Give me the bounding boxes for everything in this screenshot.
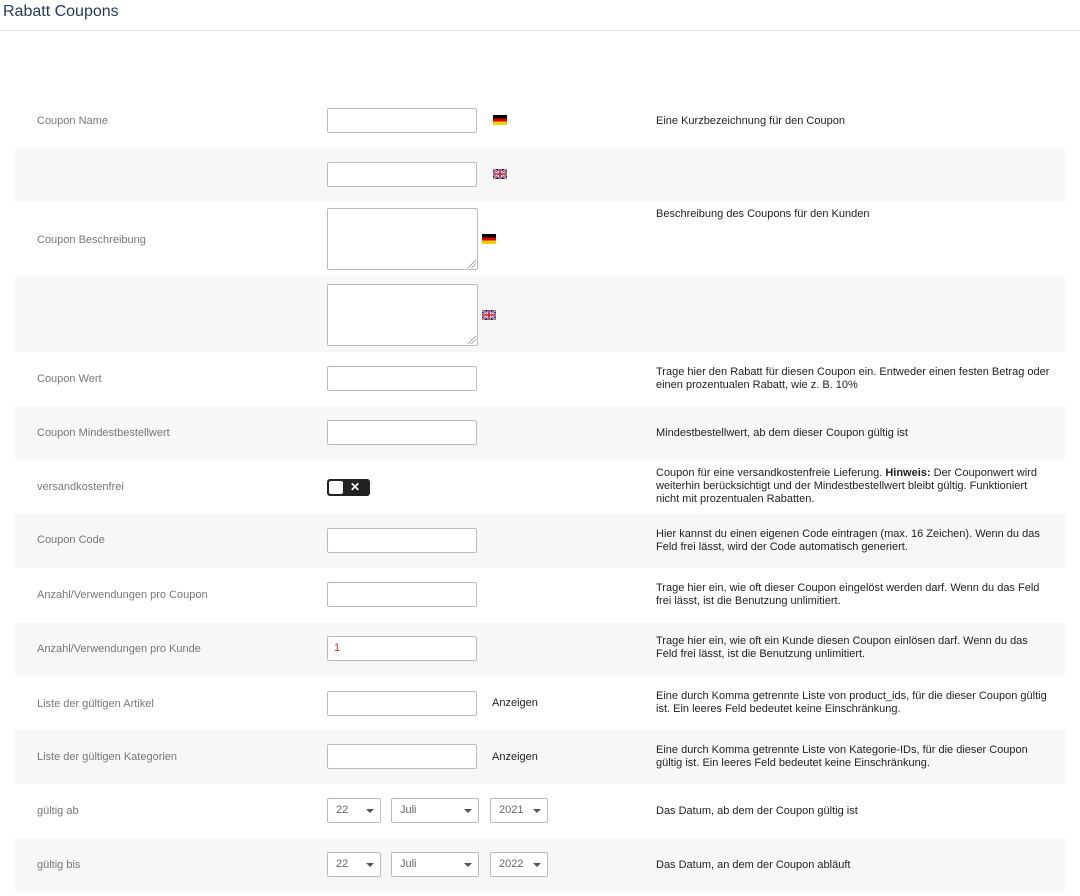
uses-per-customer-input[interactable]: 1 xyxy=(327,636,477,661)
valid-products-label: Liste der gültigen Artikel xyxy=(37,698,154,710)
valid-from-year-value: 2021 xyxy=(499,804,524,816)
resize-grip-icon[interactable] xyxy=(468,260,476,268)
resize-grip-icon[interactable] xyxy=(468,336,476,344)
row-free-shipping xyxy=(15,460,1065,514)
chevron-down-icon xyxy=(533,809,541,813)
free-shipping-label: versandkostenfrei xyxy=(37,481,124,493)
chevron-down-icon xyxy=(533,863,541,867)
chevron-down-icon xyxy=(366,809,374,813)
coupon-name-de-input[interactable] xyxy=(327,108,477,133)
row-coupon-name xyxy=(15,94,1065,148)
row-uses-per-customer xyxy=(15,623,1065,676)
uk-flag-icon xyxy=(482,310,496,320)
coupon-description-en-textarea[interactable] xyxy=(327,284,478,346)
germany-flag-icon xyxy=(493,115,507,125)
page-header xyxy=(0,0,1080,31)
free-shipping-toggle[interactable] xyxy=(327,479,370,496)
coupon-name-help: Eine Kurzbezeichnung für den Coupon xyxy=(656,115,845,127)
free-shipping-help-note: Hinweis: xyxy=(885,467,931,479)
coupon-form xyxy=(15,94,1065,892)
chevron-down-icon xyxy=(366,863,374,867)
valid-from-day-value: 22 xyxy=(336,804,349,816)
valid-categories-help: Eine durch Komma getrennte Liste von Kategorie-IDs, für die dieser Coupon gültig ist. Ein leeres Feld bedeutet keine Einschränkung. xyxy=(656,744,1028,769)
row-coupon-description-en xyxy=(15,277,1065,352)
min-order-help: Mindestbestellwert, ab dem dieser Coupon gültig ist xyxy=(656,427,908,439)
page-title: Rabatt Coupons xyxy=(3,3,119,20)
valid-until-day-select[interactable] xyxy=(327,852,381,877)
free-shipping-help xyxy=(656,467,1051,506)
valid-from-help: Das Datum, ab dem der Coupon gültig ist xyxy=(656,805,858,817)
row-coupon-description xyxy=(15,202,1065,277)
valid-until-month-value: Juli xyxy=(400,858,417,870)
coupon-value-input[interactable] xyxy=(327,366,477,391)
show-products-link[interactable]: Anzeigen xyxy=(492,697,538,709)
free-shipping-help-prefix: Coupon für eine versandkostenfreie Lieferung. xyxy=(656,467,886,479)
show-categories-link[interactable]: Anzeigen xyxy=(492,751,538,763)
valid-categories-label: Liste der gültigen Kategorien xyxy=(37,751,178,763)
valid-until-label: gültig bis xyxy=(37,859,81,871)
valid-from-day-select[interactable] xyxy=(327,798,381,823)
close-icon: ✕ xyxy=(350,480,361,494)
free-shipping-help-suffix: Der Couponwert wird weiterhin berücksichtigt und der Mindestbestellwert bleibt gültig. Funktioniert nicht mit prozentualen Rabatten. xyxy=(656,467,1037,505)
coupon-value-help: Trage hier den Rabatt für diesen Coupon ein. Entweder einen festen Betrag oder einen prozentualen Rabatt, wie z. B. 10% xyxy=(656,366,1050,391)
coupon-description-help: Beschreibung des Coupons für den Kunden xyxy=(656,208,870,220)
row-valid-categories xyxy=(15,730,1065,784)
germany-flag-icon xyxy=(482,234,496,244)
chevron-down-icon xyxy=(464,809,472,813)
uses-per-coupon-label: Anzahl/Verwendungen pro Coupon xyxy=(37,589,208,601)
coupon-code-input[interactable] xyxy=(327,528,477,553)
valid-categories-input[interactable] xyxy=(327,744,477,769)
row-valid-products xyxy=(15,676,1065,730)
uses-per-customer-label: Anzahl/Verwendungen pro Kunde xyxy=(37,643,201,655)
min-order-input[interactable] xyxy=(327,420,477,445)
chevron-down-icon xyxy=(464,863,472,867)
valid-until-help: Das Datum, an dem der Coupon abläuft xyxy=(656,859,851,871)
valid-from-year-select[interactable] xyxy=(490,798,548,823)
min-order-label: Coupon Mindestbestellwert xyxy=(37,427,170,439)
row-uses-per-coupon xyxy=(15,568,1065,623)
row-min-order xyxy=(15,406,1065,460)
valid-from-month-select[interactable] xyxy=(391,798,479,823)
coupon-value-label: Coupon Wert xyxy=(37,373,102,385)
uses-per-coupon-input[interactable] xyxy=(327,582,477,607)
valid-until-month-select[interactable] xyxy=(391,852,479,877)
valid-from-label: gültig ab xyxy=(37,805,79,817)
valid-until-year-value: 2022 xyxy=(499,858,524,870)
uk-flag-icon xyxy=(493,169,507,179)
row-valid-until xyxy=(15,838,1065,892)
valid-products-help: Eine durch Komma getrennte Liste von product_ids, für die dieser Coupon gültig ist. Ein leeres Feld bedeutet keine Einschränkung. xyxy=(656,690,1047,715)
coupon-name-label: Coupon Name xyxy=(37,115,108,127)
valid-until-year-select[interactable] xyxy=(490,852,548,877)
coupon-code-label: Coupon Code xyxy=(37,534,105,546)
row-coupon-value xyxy=(15,352,1065,406)
valid-products-input[interactable] xyxy=(327,691,477,716)
uses-per-coupon-help: Trage hier ein, wie oft dieser Coupon eingelöst werden darf. Wenn du das Feld frei lässt, ist die Benutzung unlimitiert. xyxy=(656,582,1040,607)
uses-per-customer-help: Trage hier ein, wie oft ein Kunde diesen Coupon einlösen darf. Wenn du das Feld frei lässt, ist die Benutzung unlimitiert. xyxy=(656,635,1028,660)
row-coupon-name-en xyxy=(15,148,1065,202)
valid-from-month-value: Juli xyxy=(400,804,417,816)
coupon-name-en-input[interactable] xyxy=(327,162,477,187)
row-coupon-code xyxy=(15,514,1065,568)
coupon-description-label: Coupon Beschreibung xyxy=(37,234,146,246)
coupon-description-de-textarea[interactable] xyxy=(327,208,478,270)
toggle-knob xyxy=(329,481,343,494)
valid-until-day-value: 22 xyxy=(336,858,349,870)
row-valid-from xyxy=(15,784,1065,838)
coupon-code-help: Hier kannst du einen eigenen Code eintragen (max. 16 Zeichen). Wenn du das Feld frei lässt, wird der Code automatisch generiert. xyxy=(656,528,1040,553)
